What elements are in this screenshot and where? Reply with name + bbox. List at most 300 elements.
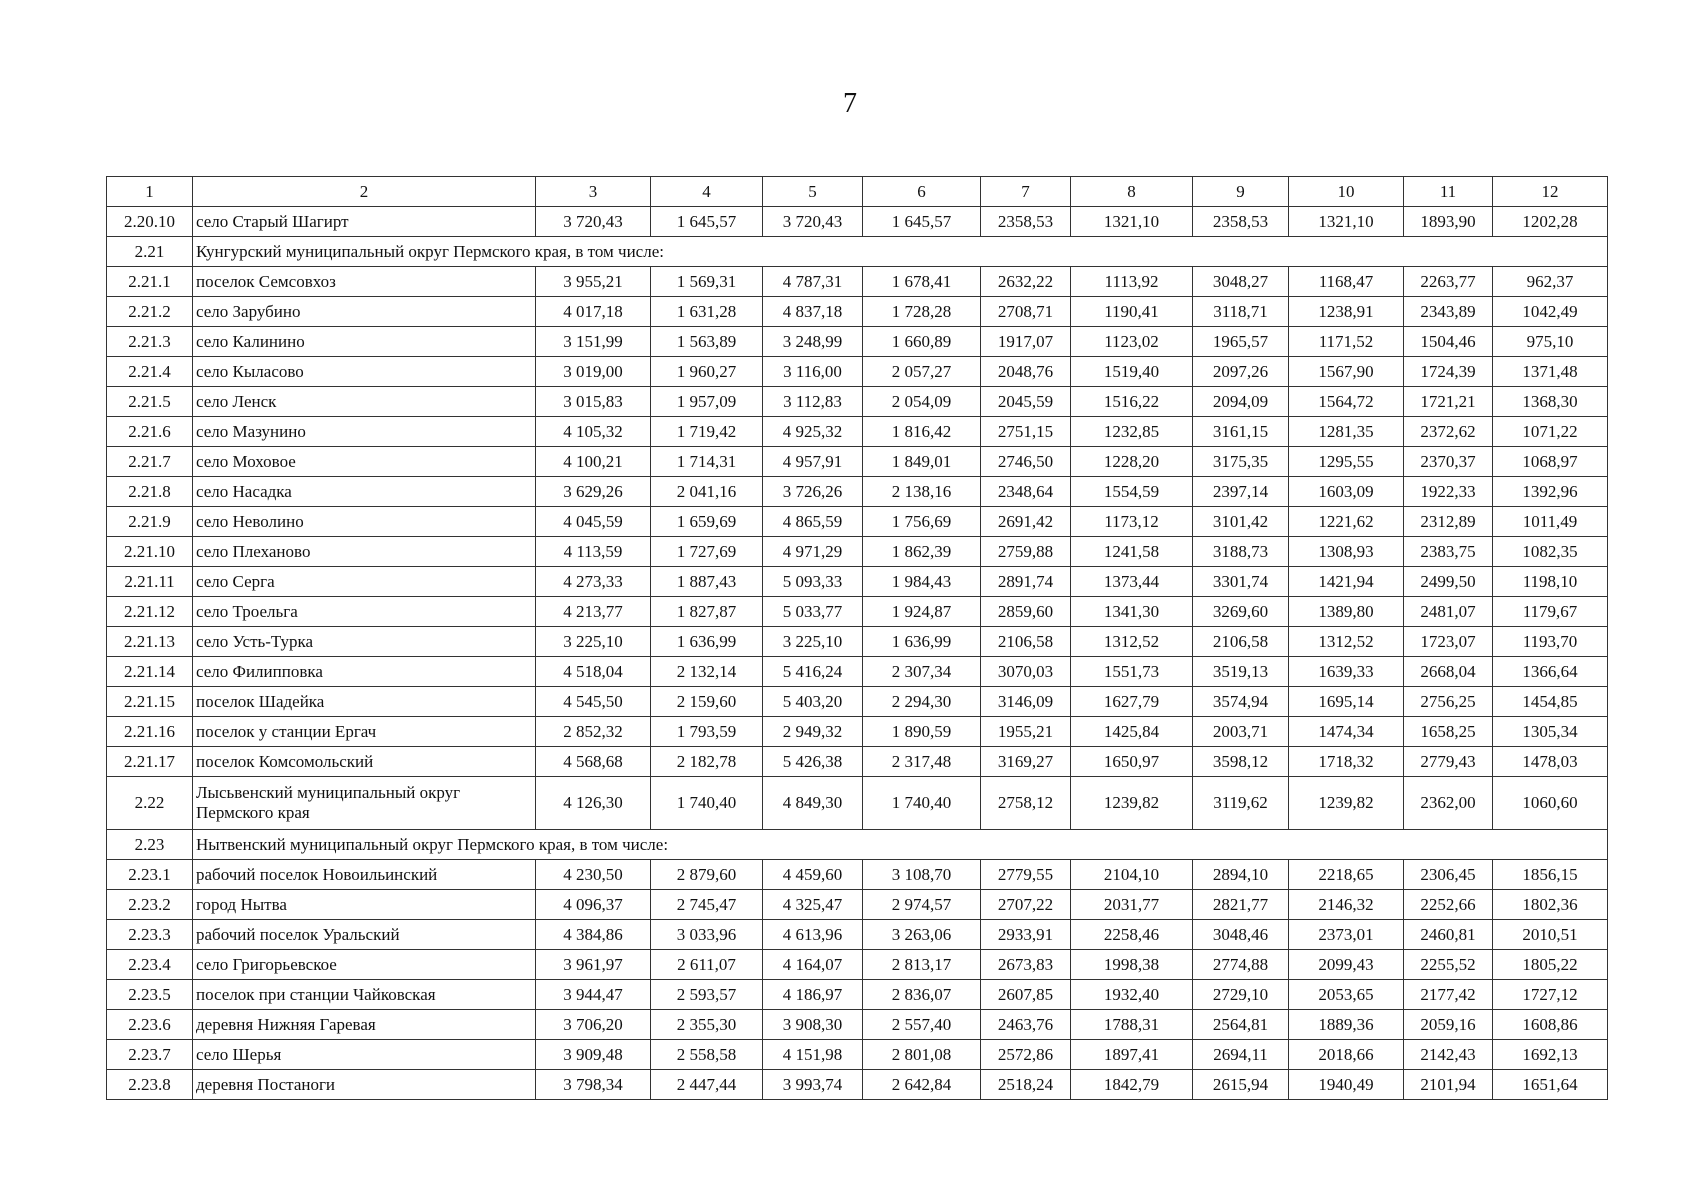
value-cell-col-6: 3 108,70 xyxy=(863,860,981,890)
value-cell-col-11: 2306,45 xyxy=(1404,860,1493,890)
column-header: 3 xyxy=(536,177,651,207)
value-cell-col-12: 1802,36 xyxy=(1493,890,1608,920)
value-cell-col-7: 2632,22 xyxy=(981,267,1071,297)
value-cell-col-12: 1202,28 xyxy=(1493,207,1608,237)
value-cell-col-5: 3 225,10 xyxy=(763,627,863,657)
value-cell-col-8: 1321,10 xyxy=(1071,207,1193,237)
page-number: 7 xyxy=(843,88,857,119)
value-cell-col-9: 3119,62 xyxy=(1193,777,1289,830)
value-cell-col-7: 2891,74 xyxy=(981,567,1071,597)
table-row xyxy=(107,687,1608,717)
row-number-cell: 2.21.12 xyxy=(107,597,193,627)
row-number-cell: 2.21.3 xyxy=(107,327,193,357)
column-header: 10 xyxy=(1289,177,1404,207)
value-cell-col-10: 1474,34 xyxy=(1289,717,1404,747)
row-number-cell: 2.21 xyxy=(107,237,193,267)
value-cell-col-7: 2746,50 xyxy=(981,447,1071,477)
value-cell-col-7: 2572,86 xyxy=(981,1040,1071,1070)
row-number-cell: 2.23 xyxy=(107,830,193,860)
value-cell-col-3: 4 568,68 xyxy=(536,747,651,777)
value-cell-col-4: 1 563,89 xyxy=(651,327,763,357)
value-cell-col-11: 2252,66 xyxy=(1404,890,1493,920)
value-cell-col-8: 1932,40 xyxy=(1071,980,1193,1010)
value-cell-col-4: 1 793,59 xyxy=(651,717,763,747)
value-cell-col-7: 2691,42 xyxy=(981,507,1071,537)
value-cell-col-3: 4 273,33 xyxy=(536,567,651,597)
value-cell-col-8: 1113,92 xyxy=(1071,267,1193,297)
value-cell-col-3: 4 045,59 xyxy=(536,507,651,537)
settlement-name-cell: село Троельга xyxy=(193,597,536,627)
row-number-cell: 2.21.15 xyxy=(107,687,193,717)
value-cell-col-6: 1 849,01 xyxy=(863,447,981,477)
table-row xyxy=(107,657,1608,687)
value-cell-col-9: 2729,10 xyxy=(1193,980,1289,1010)
value-cell-col-9: 2894,10 xyxy=(1193,860,1289,890)
table-row xyxy=(107,860,1608,890)
value-cell-col-9: 3101,42 xyxy=(1193,507,1289,537)
value-cell-col-6: 1 924,87 xyxy=(863,597,981,627)
value-cell-col-8: 1516,22 xyxy=(1071,387,1193,417)
settlement-name-cell: село Усть-Турка xyxy=(193,627,536,657)
value-cell-col-9: 2821,77 xyxy=(1193,890,1289,920)
settlement-name-cell: село Григорьевское xyxy=(193,950,536,980)
settlement-name-cell: поселок Шадейка xyxy=(193,687,536,717)
settlement-name-cell: село Филипповка xyxy=(193,657,536,687)
value-cell-col-8: 2104,10 xyxy=(1071,860,1193,890)
row-number-cell: 2.22 xyxy=(107,777,193,830)
value-cell-col-8: 1190,41 xyxy=(1071,297,1193,327)
table-row xyxy=(107,1010,1608,1040)
value-cell-col-5: 4 849,30 xyxy=(763,777,863,830)
settlement-name-cell: село Кыласово xyxy=(193,357,536,387)
table-row xyxy=(107,537,1608,567)
settlement-name-cell: рабочий поселок Уральский xyxy=(193,920,536,950)
value-cell-col-5: 3 993,74 xyxy=(763,1070,863,1100)
value-cell-col-5: 4 971,29 xyxy=(763,537,863,567)
value-cell-col-6: 1 636,99 xyxy=(863,627,981,657)
value-cell-col-12: 1011,49 xyxy=(1493,507,1608,537)
value-cell-col-11: 2101,94 xyxy=(1404,1070,1493,1100)
table-row xyxy=(107,717,1608,747)
value-cell-col-10: 1567,90 xyxy=(1289,357,1404,387)
value-cell-col-11: 2372,62 xyxy=(1404,417,1493,447)
value-cell-col-3: 4 017,18 xyxy=(536,297,651,327)
value-cell-col-4: 1 714,31 xyxy=(651,447,763,477)
value-cell-col-4: 2 159,60 xyxy=(651,687,763,717)
row-number-cell: 2.20.10 xyxy=(107,207,193,237)
value-cell-col-7: 2707,22 xyxy=(981,890,1071,920)
value-cell-col-5: 5 093,33 xyxy=(763,567,863,597)
value-cell-col-8: 1897,41 xyxy=(1071,1040,1193,1070)
value-cell-col-9: 3301,74 xyxy=(1193,567,1289,597)
value-cell-col-4: 2 355,30 xyxy=(651,1010,763,1040)
value-cell-col-9: 3048,27 xyxy=(1193,267,1289,297)
value-cell-col-3: 3 151,99 xyxy=(536,327,651,357)
settlement-name-cell: деревня Постаноги xyxy=(193,1070,536,1100)
table-row xyxy=(107,920,1608,950)
value-cell-col-11: 2383,75 xyxy=(1404,537,1493,567)
value-cell-col-5: 4 787,31 xyxy=(763,267,863,297)
value-cell-col-3: 4 545,50 xyxy=(536,687,651,717)
table-row xyxy=(107,447,1608,477)
row-number-cell: 2.21.6 xyxy=(107,417,193,447)
value-cell-col-6: 2 813,17 xyxy=(863,950,981,980)
table-row xyxy=(107,597,1608,627)
value-cell-col-5: 4 151,98 xyxy=(763,1040,863,1070)
value-cell-col-12: 1371,48 xyxy=(1493,357,1608,387)
value-cell-col-12: 1651,64 xyxy=(1493,1070,1608,1100)
value-cell-col-10: 2018,66 xyxy=(1289,1040,1404,1070)
value-cell-col-5: 4 957,91 xyxy=(763,447,863,477)
value-cell-col-9: 2358,53 xyxy=(1193,207,1289,237)
settlement-name-cell: город Нытва xyxy=(193,890,536,920)
settlement-name-cell: село Старый Шагирт xyxy=(193,207,536,237)
value-cell-col-5: 5 033,77 xyxy=(763,597,863,627)
value-cell-col-9: 3118,71 xyxy=(1193,297,1289,327)
value-cell-col-3: 4 096,37 xyxy=(536,890,651,920)
value-cell-col-10: 2099,43 xyxy=(1289,950,1404,980)
value-cell-col-12: 1478,03 xyxy=(1493,747,1608,777)
value-cell-col-7: 2779,55 xyxy=(981,860,1071,890)
value-cell-col-3: 2 852,32 xyxy=(536,717,651,747)
value-cell-col-12: 1368,30 xyxy=(1493,387,1608,417)
table-header-row xyxy=(107,177,1608,207)
row-number-cell: 2.21.17 xyxy=(107,747,193,777)
settlement-name-cell: Кунгурский муниципальный округ Пермского края, в том числе: xyxy=(193,237,1608,267)
value-cell-col-3: 3 019,00 xyxy=(536,357,651,387)
value-cell-col-3: 3 798,34 xyxy=(536,1070,651,1100)
value-cell-col-5: 4 459,60 xyxy=(763,860,863,890)
value-cell-col-7: 2708,71 xyxy=(981,297,1071,327)
value-cell-col-4: 1 740,40 xyxy=(651,777,763,830)
value-cell-col-9: 2097,26 xyxy=(1193,357,1289,387)
column-header: 2 xyxy=(193,177,536,207)
value-cell-col-10: 2053,65 xyxy=(1289,980,1404,1010)
value-cell-col-7: 3070,03 xyxy=(981,657,1071,687)
value-cell-col-11: 2668,04 xyxy=(1404,657,1493,687)
row-number-cell: 2.23.6 xyxy=(107,1010,193,1040)
settlement-name-cell: поселок у станции Ергач xyxy=(193,717,536,747)
value-cell-col-7: 2045,59 xyxy=(981,387,1071,417)
value-cell-col-9: 2003,71 xyxy=(1193,717,1289,747)
value-cell-col-4: 2 041,16 xyxy=(651,477,763,507)
value-cell-col-8: 2258,46 xyxy=(1071,920,1193,950)
value-cell-col-10: 2146,32 xyxy=(1289,890,1404,920)
table-body xyxy=(107,177,1608,1100)
value-cell-col-8: 1228,20 xyxy=(1071,447,1193,477)
value-cell-col-10: 1308,93 xyxy=(1289,537,1404,567)
value-cell-col-9: 3519,13 xyxy=(1193,657,1289,687)
value-cell-col-7: 2758,12 xyxy=(981,777,1071,830)
value-cell-col-6: 1 984,43 xyxy=(863,567,981,597)
value-cell-col-9: 2106,58 xyxy=(1193,627,1289,657)
value-cell-col-4: 1 631,28 xyxy=(651,297,763,327)
table-row xyxy=(107,567,1608,597)
value-cell-col-8: 1842,79 xyxy=(1071,1070,1193,1100)
value-cell-col-6: 2 317,48 xyxy=(863,747,981,777)
value-cell-col-8: 1173,12 xyxy=(1071,507,1193,537)
value-cell-col-4: 2 611,07 xyxy=(651,950,763,980)
settlement-name-cell: село Насадка xyxy=(193,477,536,507)
value-cell-col-11: 2756,25 xyxy=(1404,687,1493,717)
row-number-cell: 2.21.5 xyxy=(107,387,193,417)
value-cell-col-7: 2348,64 xyxy=(981,477,1071,507)
value-cell-col-4: 2 447,44 xyxy=(651,1070,763,1100)
table-row xyxy=(107,980,1608,1010)
settlement-name-cell: село Зарубино xyxy=(193,297,536,327)
value-cell-col-3: 3 706,20 xyxy=(536,1010,651,1040)
value-cell-col-7: 1955,21 xyxy=(981,717,1071,747)
value-cell-col-5: 5 403,20 xyxy=(763,687,863,717)
value-cell-col-11: 1504,46 xyxy=(1404,327,1493,357)
value-cell-col-3: 4 384,86 xyxy=(536,920,651,950)
settlement-name-cell: поселок при станции Чайковская xyxy=(193,980,536,1010)
value-cell-col-8: 1341,30 xyxy=(1071,597,1193,627)
row-number-cell: 2.21.10 xyxy=(107,537,193,567)
value-cell-col-5: 5 416,24 xyxy=(763,657,863,687)
value-cell-col-12: 1608,86 xyxy=(1493,1010,1608,1040)
value-cell-col-3: 3 015,83 xyxy=(536,387,651,417)
value-cell-col-4: 1 887,43 xyxy=(651,567,763,597)
value-cell-col-8: 1554,59 xyxy=(1071,477,1193,507)
value-cell-col-12: 1179,67 xyxy=(1493,597,1608,627)
settlement-name-cell: село Неволино xyxy=(193,507,536,537)
value-cell-col-4: 1 636,99 xyxy=(651,627,763,657)
value-cell-col-6: 2 294,30 xyxy=(863,687,981,717)
row-number-cell: 2.23.3 xyxy=(107,920,193,950)
value-cell-col-3: 4 230,50 xyxy=(536,860,651,890)
value-cell-col-9: 1965,57 xyxy=(1193,327,1289,357)
value-cell-col-7: 2358,53 xyxy=(981,207,1071,237)
table-row xyxy=(107,357,1608,387)
value-cell-col-11: 1658,25 xyxy=(1404,717,1493,747)
table-row xyxy=(107,477,1608,507)
settlement-name-cell: Лысьвенский муниципальный округ Пермского края xyxy=(193,777,536,830)
value-cell-col-8: 1551,73 xyxy=(1071,657,1193,687)
value-cell-col-7: 2933,91 xyxy=(981,920,1071,950)
value-cell-col-9: 3574,94 xyxy=(1193,687,1289,717)
value-cell-col-7: 2751,15 xyxy=(981,417,1071,447)
value-cell-col-3: 3 909,48 xyxy=(536,1040,651,1070)
value-cell-col-9: 2094,09 xyxy=(1193,387,1289,417)
value-cell-col-6: 3 263,06 xyxy=(863,920,981,950)
column-header: 5 xyxy=(763,177,863,207)
value-cell-col-12: 2010,51 xyxy=(1493,920,1608,950)
value-cell-col-11: 1724,39 xyxy=(1404,357,1493,387)
value-cell-col-12: 1856,15 xyxy=(1493,860,1608,890)
value-cell-col-3: 4 518,04 xyxy=(536,657,651,687)
settlement-name-cell: село Шерья xyxy=(193,1040,536,1070)
value-cell-col-11: 1723,07 xyxy=(1404,627,1493,657)
value-cell-col-11: 2059,16 xyxy=(1404,1010,1493,1040)
value-cell-col-4: 1 659,69 xyxy=(651,507,763,537)
table-row xyxy=(107,777,1608,830)
value-cell-col-8: 2031,77 xyxy=(1071,890,1193,920)
row-number-cell: 2.21.14 xyxy=(107,657,193,687)
value-cell-col-10: 1564,72 xyxy=(1289,387,1404,417)
value-cell-col-10: 1639,33 xyxy=(1289,657,1404,687)
value-cell-col-10: 1940,49 xyxy=(1289,1070,1404,1100)
value-cell-col-6: 1 678,41 xyxy=(863,267,981,297)
value-cell-col-4: 1 727,69 xyxy=(651,537,763,567)
value-cell-col-12: 1727,12 xyxy=(1493,980,1608,1010)
value-cell-col-7: 3169,27 xyxy=(981,747,1071,777)
row-number-cell: 2.21.9 xyxy=(107,507,193,537)
table-row xyxy=(107,890,1608,920)
tariff-table xyxy=(106,176,1608,1100)
value-cell-col-3: 3 225,10 xyxy=(536,627,651,657)
row-number-cell: 2.21.1 xyxy=(107,267,193,297)
value-cell-col-12: 1071,22 xyxy=(1493,417,1608,447)
value-cell-col-8: 1123,02 xyxy=(1071,327,1193,357)
column-header: 6 xyxy=(863,177,981,207)
row-number-cell: 2.21.8 xyxy=(107,477,193,507)
value-cell-col-10: 1389,80 xyxy=(1289,597,1404,627)
value-cell-col-6: 2 138,16 xyxy=(863,477,981,507)
value-cell-col-4: 1 569,31 xyxy=(651,267,763,297)
value-cell-col-3: 3 944,47 xyxy=(536,980,651,1010)
table-row xyxy=(107,327,1608,357)
value-cell-col-12: 1193,70 xyxy=(1493,627,1608,657)
value-cell-col-6: 2 307,34 xyxy=(863,657,981,687)
value-cell-col-5: 4 837,18 xyxy=(763,297,863,327)
value-cell-col-12: 1042,49 xyxy=(1493,297,1608,327)
table-row xyxy=(107,1070,1608,1100)
value-cell-col-3: 4 113,59 xyxy=(536,537,651,567)
value-cell-col-7: 2673,83 xyxy=(981,950,1071,980)
value-cell-col-6: 1 756,69 xyxy=(863,507,981,537)
value-cell-col-6: 1 816,42 xyxy=(863,417,981,447)
value-cell-col-4: 1 957,09 xyxy=(651,387,763,417)
value-cell-col-8: 1373,44 xyxy=(1071,567,1193,597)
value-cell-col-5: 3 720,43 xyxy=(763,207,863,237)
value-cell-col-5: 4 865,59 xyxy=(763,507,863,537)
value-cell-col-5: 3 248,99 xyxy=(763,327,863,357)
value-cell-col-5: 3 726,26 xyxy=(763,477,863,507)
value-cell-col-10: 1238,91 xyxy=(1289,297,1404,327)
value-cell-col-10: 1421,94 xyxy=(1289,567,1404,597)
column-header: 9 xyxy=(1193,177,1289,207)
column-header: 11 xyxy=(1404,177,1493,207)
row-number-cell: 2.23.5 xyxy=(107,980,193,1010)
value-cell-col-5: 2 949,32 xyxy=(763,717,863,747)
value-cell-col-4: 2 558,58 xyxy=(651,1040,763,1070)
table-row xyxy=(107,747,1608,777)
value-cell-col-8: 1239,82 xyxy=(1071,777,1193,830)
row-number-cell: 2.23.7 xyxy=(107,1040,193,1070)
value-cell-col-10: 1889,36 xyxy=(1289,1010,1404,1040)
value-cell-col-3: 4 126,30 xyxy=(536,777,651,830)
value-cell-col-3: 3 961,97 xyxy=(536,950,651,980)
value-cell-col-3: 4 100,21 xyxy=(536,447,651,477)
row-number-cell: 2.21.2 xyxy=(107,297,193,327)
section-row xyxy=(107,237,1608,267)
value-cell-col-11: 2263,77 xyxy=(1404,267,1493,297)
value-cell-col-12: 962,37 xyxy=(1493,267,1608,297)
value-cell-col-7: 2859,60 xyxy=(981,597,1071,627)
value-cell-col-6: 2 054,09 xyxy=(863,387,981,417)
value-cell-col-6: 2 057,27 xyxy=(863,357,981,387)
value-cell-col-12: 1392,96 xyxy=(1493,477,1608,507)
value-cell-col-3: 3 720,43 xyxy=(536,207,651,237)
value-cell-col-12: 1082,35 xyxy=(1493,537,1608,567)
settlement-name-cell: рабочий поселок Новоильинский xyxy=(193,860,536,890)
table-row xyxy=(107,207,1608,237)
value-cell-col-9: 2774,88 xyxy=(1193,950,1289,980)
value-cell-col-6: 1 660,89 xyxy=(863,327,981,357)
value-cell-col-6: 1 645,57 xyxy=(863,207,981,237)
value-cell-col-5: 4 325,47 xyxy=(763,890,863,920)
row-number-cell: 2.23.4 xyxy=(107,950,193,980)
value-cell-col-12: 1198,10 xyxy=(1493,567,1608,597)
value-cell-col-3: 4 213,77 xyxy=(536,597,651,627)
value-cell-col-9: 2564,81 xyxy=(1193,1010,1289,1040)
value-cell-col-7: 2048,76 xyxy=(981,357,1071,387)
value-cell-col-5: 4 186,97 xyxy=(763,980,863,1010)
value-cell-col-5: 4 613,96 xyxy=(763,920,863,950)
value-cell-col-4: 2 879,60 xyxy=(651,860,763,890)
value-cell-col-11: 2370,37 xyxy=(1404,447,1493,477)
value-cell-col-7: 2463,76 xyxy=(981,1010,1071,1040)
table-row xyxy=(107,417,1608,447)
value-cell-col-11: 2255,52 xyxy=(1404,950,1493,980)
column-header: 1 xyxy=(107,177,193,207)
value-cell-col-10: 2373,01 xyxy=(1289,920,1404,950)
column-header: 7 xyxy=(981,177,1071,207)
value-cell-col-3: 3 955,21 xyxy=(536,267,651,297)
value-cell-col-7: 2607,85 xyxy=(981,980,1071,1010)
value-cell-col-4: 3 033,96 xyxy=(651,920,763,950)
value-cell-col-8: 1312,52 xyxy=(1071,627,1193,657)
value-cell-col-12: 1305,34 xyxy=(1493,717,1608,747)
value-cell-col-11: 2779,43 xyxy=(1404,747,1493,777)
value-cell-col-11: 1893,90 xyxy=(1404,207,1493,237)
value-cell-col-9: 2615,94 xyxy=(1193,1070,1289,1100)
value-cell-col-7: 2518,24 xyxy=(981,1070,1071,1100)
row-number-cell: 2.23.2 xyxy=(107,890,193,920)
value-cell-col-5: 4 164,07 xyxy=(763,950,863,980)
value-cell-col-12: 1060,60 xyxy=(1493,777,1608,830)
value-cell-col-11: 2142,43 xyxy=(1404,1040,1493,1070)
value-cell-col-4: 1 645,57 xyxy=(651,207,763,237)
column-header: 12 xyxy=(1493,177,1608,207)
row-number-cell: 2.21.11 xyxy=(107,567,193,597)
value-cell-col-4: 1 827,87 xyxy=(651,597,763,627)
settlement-name-cell: село Плеханово xyxy=(193,537,536,567)
value-cell-col-9: 3598,12 xyxy=(1193,747,1289,777)
value-cell-col-8: 1788,31 xyxy=(1071,1010,1193,1040)
value-cell-col-3: 4 105,32 xyxy=(536,417,651,447)
value-cell-col-12: 975,10 xyxy=(1493,327,1608,357)
value-cell-col-9: 3161,15 xyxy=(1193,417,1289,447)
value-cell-col-9: 3048,46 xyxy=(1193,920,1289,950)
value-cell-col-11: 1721,21 xyxy=(1404,387,1493,417)
settlement-name-cell: Нытвенский муниципальный округ Пермского края, в том числе: xyxy=(193,830,1608,860)
table-row xyxy=(107,1040,1608,1070)
value-cell-col-8: 1519,40 xyxy=(1071,357,1193,387)
value-cell-col-12: 1805,22 xyxy=(1493,950,1608,980)
value-cell-col-10: 1603,09 xyxy=(1289,477,1404,507)
value-cell-col-5: 3 908,30 xyxy=(763,1010,863,1040)
value-cell-col-10: 1321,10 xyxy=(1289,207,1404,237)
value-cell-col-7: 3146,09 xyxy=(981,687,1071,717)
value-cell-col-12: 1068,97 xyxy=(1493,447,1608,477)
column-header: 4 xyxy=(651,177,763,207)
settlement-name-cell: поселок Семсовхоз xyxy=(193,267,536,297)
value-cell-col-10: 1312,52 xyxy=(1289,627,1404,657)
value-cell-col-12: 1366,64 xyxy=(1493,657,1608,687)
value-cell-col-5: 5 426,38 xyxy=(763,747,863,777)
